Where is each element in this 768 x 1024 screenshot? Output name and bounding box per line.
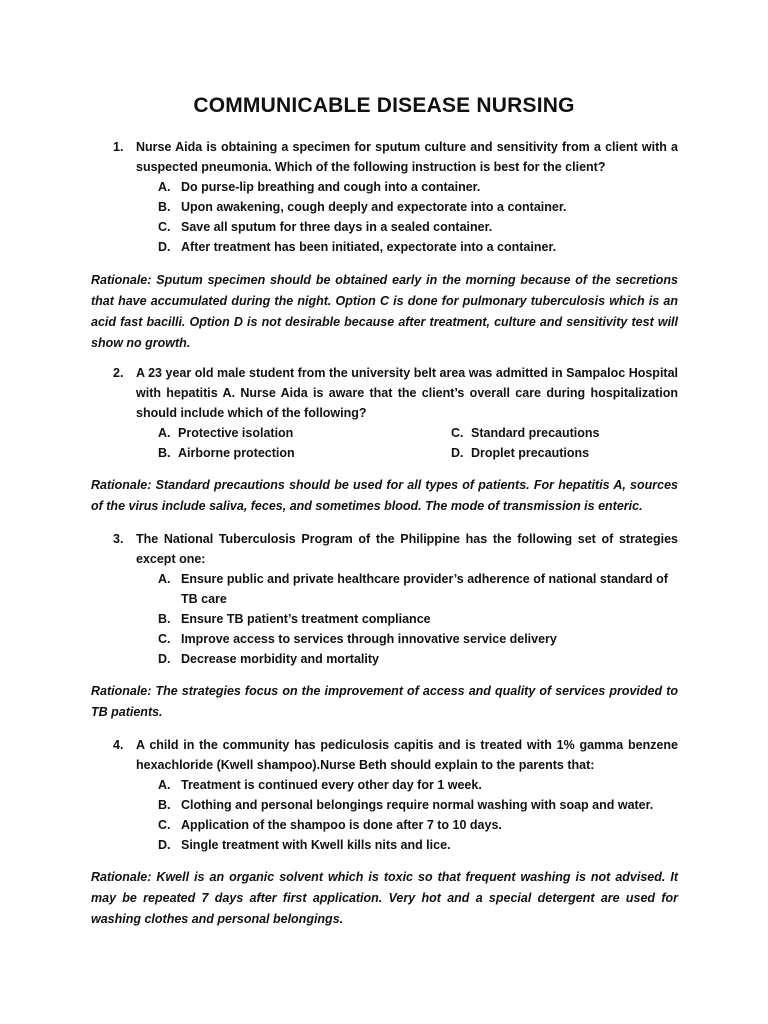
option-letter: D. <box>451 446 464 460</box>
option-text: Improve access to services through innovative service delivery <box>181 632 557 646</box>
option-text: Decrease morbidity and mortality <box>181 652 379 666</box>
question-1-option-d <box>158 237 678 257</box>
option-letter: A. <box>158 180 171 194</box>
option-text: Ensure public and private healthcare provider’s adherence of national standard of TB care <box>181 572 668 606</box>
question-4-text: A child in the community has pediculosis capitis and is treated with 1% gamma benzene hexachloride (Kwell shampoo).Nurse Beth should explain to the parents that: <box>136 738 678 772</box>
question-1-option-c <box>158 217 678 237</box>
option-letter: C. <box>158 818 171 832</box>
question-4-number: 4. <box>113 738 124 752</box>
question-4-option-b <box>158 795 678 815</box>
option-text: Single treatment with Kwell kills nits and lice. <box>181 838 451 852</box>
option-letter: D. <box>158 240 171 254</box>
option-letter: D. <box>158 838 171 852</box>
option-text: Standard precautions <box>471 426 600 440</box>
question-2-option-a <box>158 423 293 443</box>
question-3-option-a <box>158 569 678 609</box>
question-2-option-b <box>158 443 295 463</box>
option-text: Ensure TB patient’s treatment compliance <box>181 612 431 626</box>
option-letter: C. <box>158 632 171 646</box>
option-letter: B. <box>158 798 171 812</box>
question-3-option-d <box>158 649 678 669</box>
question-4-option-d <box>158 835 678 855</box>
option-letter: A. <box>158 426 171 440</box>
option-text: Application of the shampoo is done after 7 to 10 days. <box>181 818 502 832</box>
option-text: Protective isolation <box>178 426 294 440</box>
question-1-text: Nurse Aida is obtaining a specimen for sputum culture and sensitivity from a client with a suspected pneumonia. Which of the following instruction is best for the client? <box>136 140 678 174</box>
option-letter: C. <box>158 220 171 234</box>
option-letter: B. <box>158 612 171 626</box>
question-1-option-a <box>158 177 678 197</box>
question-1-number: 1. <box>113 140 124 154</box>
question-4-option-c <box>158 815 678 835</box>
question-4-option-a <box>158 775 678 795</box>
question-3-rationale: Rationale: The strategies focus on the improvement of access and quality of services provided to TB patients. <box>91 684 678 719</box>
option-text: Do purse-lip breathing and cough into a container. <box>181 180 481 194</box>
page-title: COMMUNICABLE DISEASE NURSING <box>193 94 575 117</box>
question-2-option-d <box>451 443 589 463</box>
question-3-text: The National Tuberculosis Program of the Philippine has the following set of strategies except one: <box>136 532 678 566</box>
question-1-option-b <box>158 197 678 217</box>
question-3-number: 3. <box>113 532 124 546</box>
question-2-number: 2. <box>113 366 124 380</box>
option-letter: A. <box>158 572 171 586</box>
option-letter: B. <box>158 200 171 214</box>
option-letter: A. <box>158 778 171 792</box>
option-text: Save all sputum for three days in a sealed container. <box>181 220 493 234</box>
question-2-option-c <box>451 423 600 443</box>
question-3-option-c <box>158 629 678 649</box>
option-letter: D. <box>158 652 171 666</box>
option-text: Airborne protection <box>178 446 295 460</box>
question-4-rationale: Rationale: Kwell is an organic solvent which is toxic so that frequent washing is not advised. It may be repeated 7 days after first application. Very hot and a special detergent are used for washing clothes and personal belongings. <box>91 870 678 926</box>
option-text: After treatment has been initiated, expectorate into a container. <box>181 240 557 254</box>
option-text: Droplet precautions <box>471 446 590 460</box>
option-text: Upon awakening, cough deeply and expectorate into a container. <box>181 200 567 214</box>
question-1-rationale: Rationale: Sputum specimen should be obtained early in the morning because of the secretions that have accumulated during the night. Option C is done for pulmonary tuberculosis which is an acid fast bacilli. Option D is not desirable because after treatment, culture and sensitivity test will show no growth. <box>91 273 678 350</box>
option-text: Clothing and personal belongings require normal washing with soap and water. <box>181 798 654 812</box>
option-letter: B. <box>158 446 171 460</box>
option-text: Treatment is continued every other day for 1 week. <box>181 778 482 792</box>
question-2-text: A 23 year old male student from the university belt area was admitted in Sampaloc Hospital with hepatitis A. Nurse Aida is aware that the client’s overall care during hospitalization should include which of the following? <box>136 366 678 420</box>
option-letter: C. <box>451 426 464 440</box>
question-3-option-b <box>158 609 678 629</box>
question-2-rationale: Rationale: Standard precautions should be used for all types of patients. For hepatitis A, sources of the virus include saliva, feces, and sometimes blood. The mode of transmission is enteric. <box>91 478 678 513</box>
